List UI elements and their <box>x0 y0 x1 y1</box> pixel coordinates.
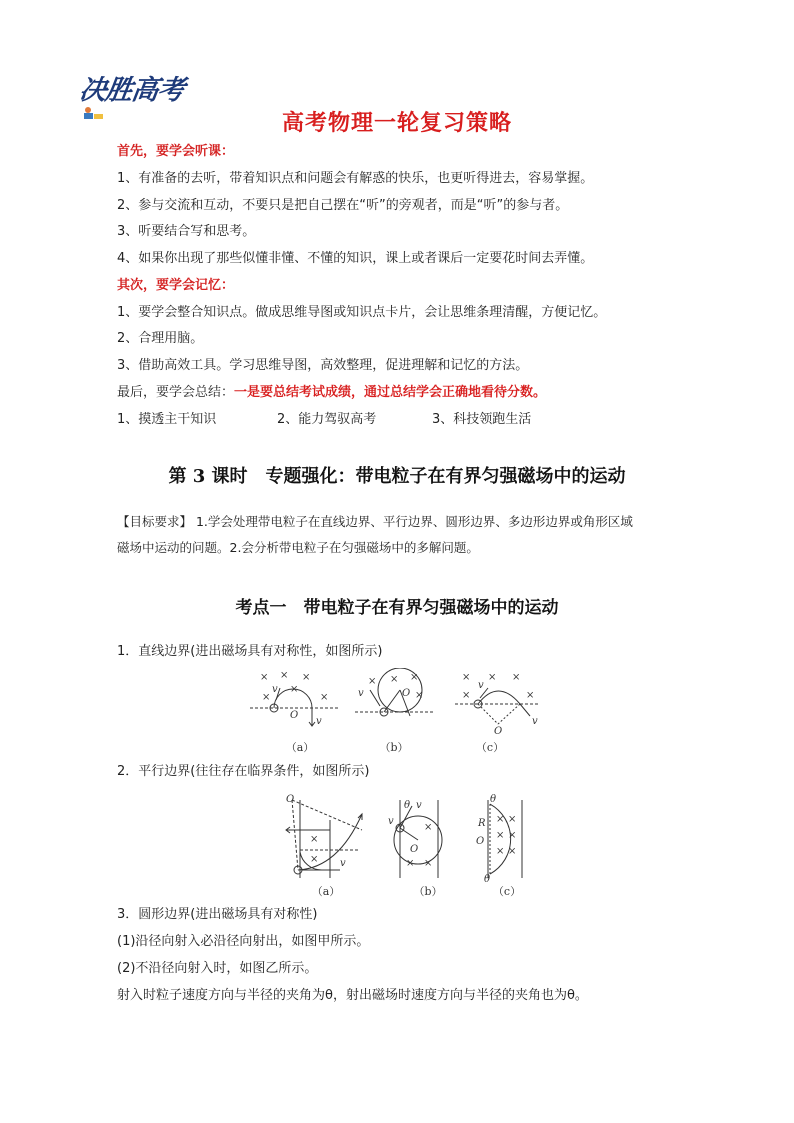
section3-point-2: 2、能力驾驭高考 <box>277 412 377 427</box>
label-theta: θ <box>484 874 491 882</box>
label-v: v <box>388 816 394 827</box>
section2-heading: 其次，要学会记忆： <box>117 278 235 293</box>
cross-mark: × <box>526 690 535 701</box>
section1-item-1: 1、有准备的去听，带着知识点和问题会有解惑的快乐，也更听得进去，容易掌握。 <box>117 171 594 186</box>
cross-mark: × <box>496 814 505 825</box>
objectives-line-1: 【目标要求】 1.学会处理带电粒子在直线边界、平行边界、圆形边界、多边形边界或角形区域 <box>117 514 633 529</box>
label-O: O <box>476 836 485 847</box>
cross-mark: × <box>290 684 299 695</box>
figure-1c-label: （c） <box>475 741 505 754</box>
cross-mark: × <box>488 672 497 683</box>
main-title: 高考物理一轮复习策略 <box>281 110 512 136</box>
label-theta: θ <box>404 800 411 811</box>
cross-mark: × <box>508 830 517 841</box>
cross-mark: × <box>462 690 471 701</box>
paragraph-nonradial-entry: (2)不沿径向射入时，如图乙所示。 <box>117 961 318 976</box>
cross-mark: × <box>406 858 415 869</box>
label-v: v <box>478 680 484 691</box>
section2-item-1: 1、要学会整合知识点。做成思维导图或知识点卡片，会让思维条理清醒，方便记忆。 <box>117 305 607 320</box>
objectives-line-2: 磁场中运动的问题。2.会分析带电粒子在匀强磁场中的多解问题。 <box>117 540 479 555</box>
section2-item-3: 3、借助高效工具。学习思维导图，高效整理，促进理解和记忆的方法。 <box>117 358 529 373</box>
paragraph-parallel-boundary: 2．平行边界(往往存在临界条件，如图所示) <box>117 764 370 779</box>
cross-mark: × <box>302 672 311 683</box>
paragraph-circular-boundary: 3．圆形边界(进出磁场具有对称性) <box>117 907 318 922</box>
section3-point-3: 3、科技领跑生活 <box>432 412 532 427</box>
figure-1a-label: （a） <box>285 741 315 754</box>
section3-point-1: 1、摸透主干知识 <box>117 412 217 427</box>
label-v: v <box>272 684 278 695</box>
figure-1b-label: （b） <box>379 741 409 754</box>
label-R: R <box>478 818 486 829</box>
section3-prefix: 最后，要学会总结： <box>117 385 235 400</box>
cross-mark: × <box>496 830 505 841</box>
paragraph-angle-theta: 射入时粒子速度方向与半径的夹角为θ，射出磁场时速度方向与半径的夹角也为θ。 <box>117 988 588 1003</box>
figure-2a <box>286 800 362 878</box>
cross-mark: × <box>424 858 433 869</box>
figure-straight-boundary <box>250 668 550 740</box>
cross-mark: × <box>368 676 377 687</box>
paragraph-straight-boundary: 1．直线边界(进出磁场具有对称性，如图所示) <box>117 644 383 659</box>
cross-mark: × <box>310 854 319 865</box>
cross-mark: × <box>496 846 505 857</box>
label-theta: θ <box>490 794 497 805</box>
cross-mark: × <box>410 672 419 683</box>
section3-summary <box>117 383 546 403</box>
figure-parallel-boundary <box>280 790 530 882</box>
paragraph-radial-entry: (1)沿径向射入必沿径向射出，如图甲所示。 <box>117 934 370 949</box>
cross-mark: × <box>320 692 329 703</box>
label-v: v <box>532 716 538 727</box>
figure-2c <box>488 800 522 878</box>
figure-2c-label: （c） <box>492 885 522 898</box>
label-v: v <box>340 858 346 869</box>
cross-mark: × <box>262 692 271 703</box>
label-O: O <box>410 844 419 855</box>
label-v: v <box>416 800 422 811</box>
label-O: O <box>402 688 411 699</box>
cross-mark: × <box>415 690 424 701</box>
cross-mark: × <box>310 834 319 845</box>
logo-text: 决胜高考 <box>77 75 186 106</box>
figure-2a-label: （a） <box>311 885 341 898</box>
label-v: v <box>358 688 364 699</box>
label-v: v <box>316 716 322 727</box>
section3-emphasis: 一是要总结考试成绩，通过总结学会正确地看待分数。 <box>234 385 547 400</box>
section1-heading: 首先，要学会听课： <box>117 144 235 159</box>
cross-mark: × <box>260 672 269 683</box>
cross-mark: × <box>512 672 521 683</box>
section1-item-2: 2、参与交流和互动，不要只是把自己摆在“听”的旁观者，而是“听”的参与者。 <box>117 198 569 213</box>
section1-item-4: 4、如果你出现了那些似懂非懂、不懂的知识，课上或者课后一定要花时间去弄懂。 <box>117 251 594 266</box>
section2-item-2: 2、合理用脑。 <box>117 331 204 346</box>
cross-mark: × <box>424 822 433 833</box>
cross-mark: × <box>508 846 517 857</box>
label-O: O <box>286 794 295 805</box>
label-O: O <box>290 710 299 721</box>
cross-mark: × <box>390 674 399 685</box>
label-O: O <box>494 726 503 737</box>
lesson-title: 第 3 课时 专题强化：带电粒子在有界匀强磁场中的运动 <box>168 466 626 487</box>
cross-mark: × <box>508 814 517 825</box>
section-title-kaodian-1: 考点一 带电粒子在有界匀强磁场中的运动 <box>235 598 559 618</box>
cross-mark: × <box>280 670 289 681</box>
figure-2b <box>394 800 442 878</box>
section1-item-3: 3、听要结合写和思考。 <box>117 224 256 239</box>
figure-2b-label: （b） <box>413 885 443 898</box>
cross-mark: × <box>462 672 471 683</box>
